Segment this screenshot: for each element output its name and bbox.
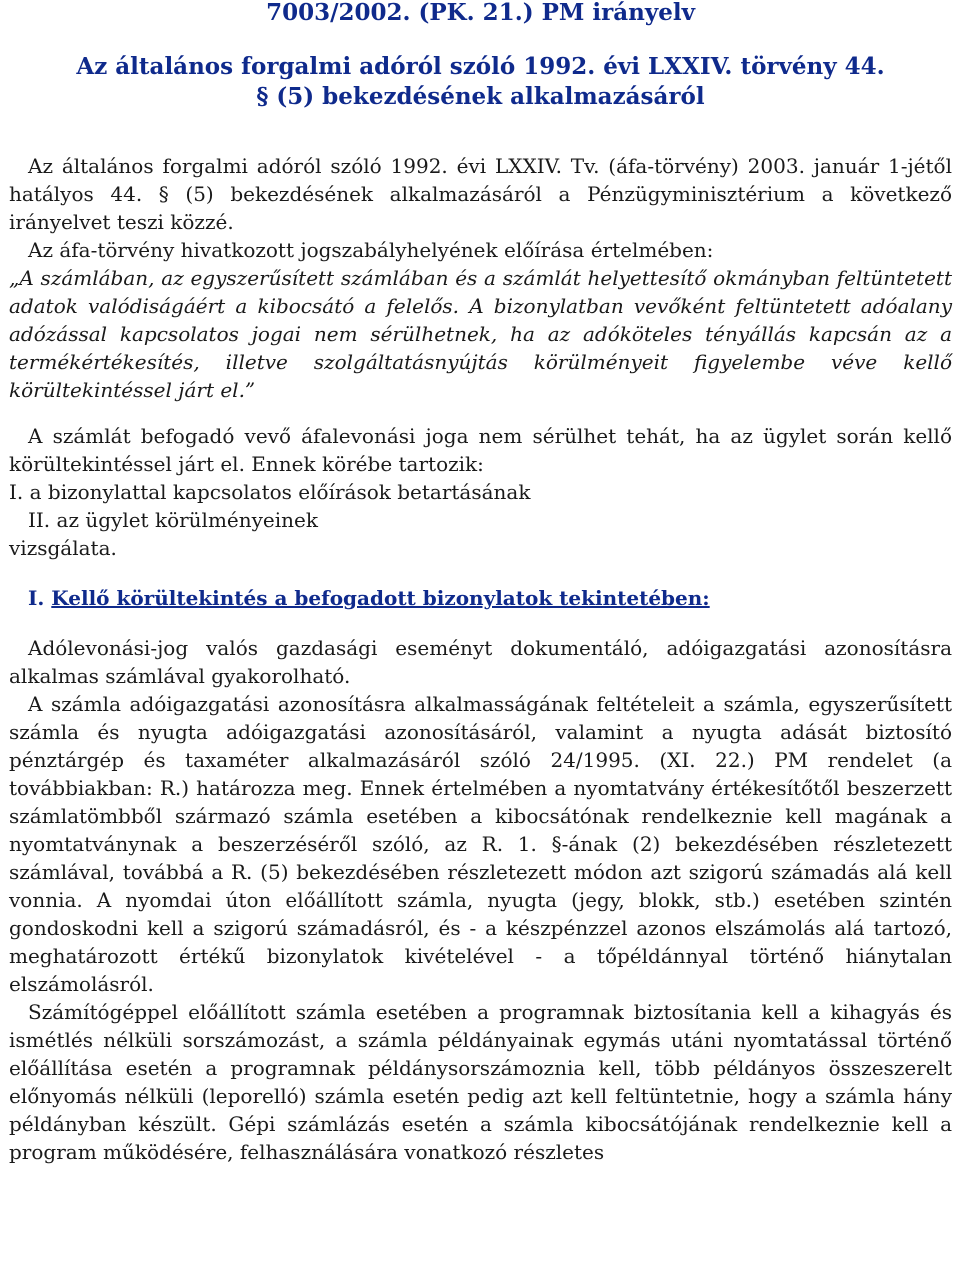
document-subtitle-line-1: Az általános forgalmi adóról szóló 1992. évi LXXIV. törvény 44.	[76, 53, 885, 80]
list-item-1: I. a bizonylattal kapcsolatos előírások betartásának	[9, 480, 531, 504]
paragraph-3: Számítógéppel előállított számla esetében a programnak biztosítania kell a kihagyás és ismétlés nélküli sorszámozást, a számla példányainak egymás utáni nyomtatással történő előállítása esetén a programnak példánysorszámoznia kell, több példányos összeszerelt előnyomás nélküli (leporelló) számla esetén pedig azt kell feltüntetnie, hogy a számla hány példányban készült. Gépi számlázás esetén a számla kibocsátójának rendelkeznie kell a program működésére, felhasználására vonatkozó részletes	[9, 1000, 952, 1164]
paragraph-2: A számla adóigazgatási azonosításra alkalmasságának feltételeit a számla, egyszerűsített számla és nyugta adóigazgatási azonosításáról, valamint a nyugta adását biztosító pénztárgép és taxaméter alkalmazásáról szóló 24/1995. (XI. 22.) PM rendelet (a továbbiakban: R.) határozza meg. Ennek értelmében a nyomtatvány értékesítőtől beszerzett számlatömbből származó számla esetében a kibocsátónak rendelkeznie kell magának a nyomtatványnak a beszerzéséről szóló, az R. 1. §-ának (2) bekezdésében részletezett számlával, továbbá a R. (5) bekezdésében részletezett módon azt szigorú számadás alá kell vonnia. A nyomdai úton előállított számla, nyugta (jegy, blokk, stb.) esetében szintén gondoskodni kell a szigorú számadásról, és - a készpénzzel azonos elszámolás alá tartozó, meghatározott értékű bizonylatok kivételével - a tőpéldánnyal történő hiánytalan elszámolásról.	[9, 692, 952, 996]
rights-paragraph: A számlát befogadó vevő áfalevonási joga nem sérülhet tehát, ha az ügylet során kellő körültekintéssel járt el. Ennek körébe tartozik:	[9, 424, 952, 476]
intro-paragraph: Az általános forgalmi adóról szóló 1992. évi LXXIV. Tv. (áfa-törvény) 2003. január 1-jétől hatályos 44. § (5) bekezdésének alkalmazásáról a Pénzügyminisztérium a következő irányelvet teszi közzé.	[9, 154, 952, 234]
section-number: I.	[28, 586, 45, 610]
list-item-2: II. az ügylet körülményeinek	[28, 508, 318, 532]
document-page	[9, 0, 952, 1166]
list-end: vizsgálata.	[9, 536, 117, 560]
quoted-law-text: „A számlában, az egyszerűsített számlában és a számlát helyettesítő okmányban feltüntetett adatok valódiságáért a kibocsátó a felelős. A bizonylatban vevőként feltüntetett adóalany adózással kapcsolatos jogai nem sérülhetnek, ha az adóköteles tényállás kapcsán az a termékértékesítés, illetve szolgáltatásnyújtás körülményeit figyelembe véve kellő körültekintéssel járt el.”	[9, 266, 952, 402]
paragraph-1: Adólevonási-jog valós gazdasági eseményt dokumentáló, adóigazgatási azonosításra alkalmas számlával gyakorolható.	[9, 636, 952, 688]
quote-intro: Az áfa-törvény hivatkozott jogszabályhelyének előírása értelmében:	[28, 238, 714, 262]
document-title: 7003/2002. (PK. 21.) PM irányelv	[266, 0, 695, 26]
section-title: Kellő körültekintés a befogadott bizonylatok tekintetében:	[51, 586, 710, 610]
section-heading	[9, 584, 952, 612]
document-subtitle-line-2: § (5) bekezdésének alkalmazásáról	[256, 83, 705, 110]
